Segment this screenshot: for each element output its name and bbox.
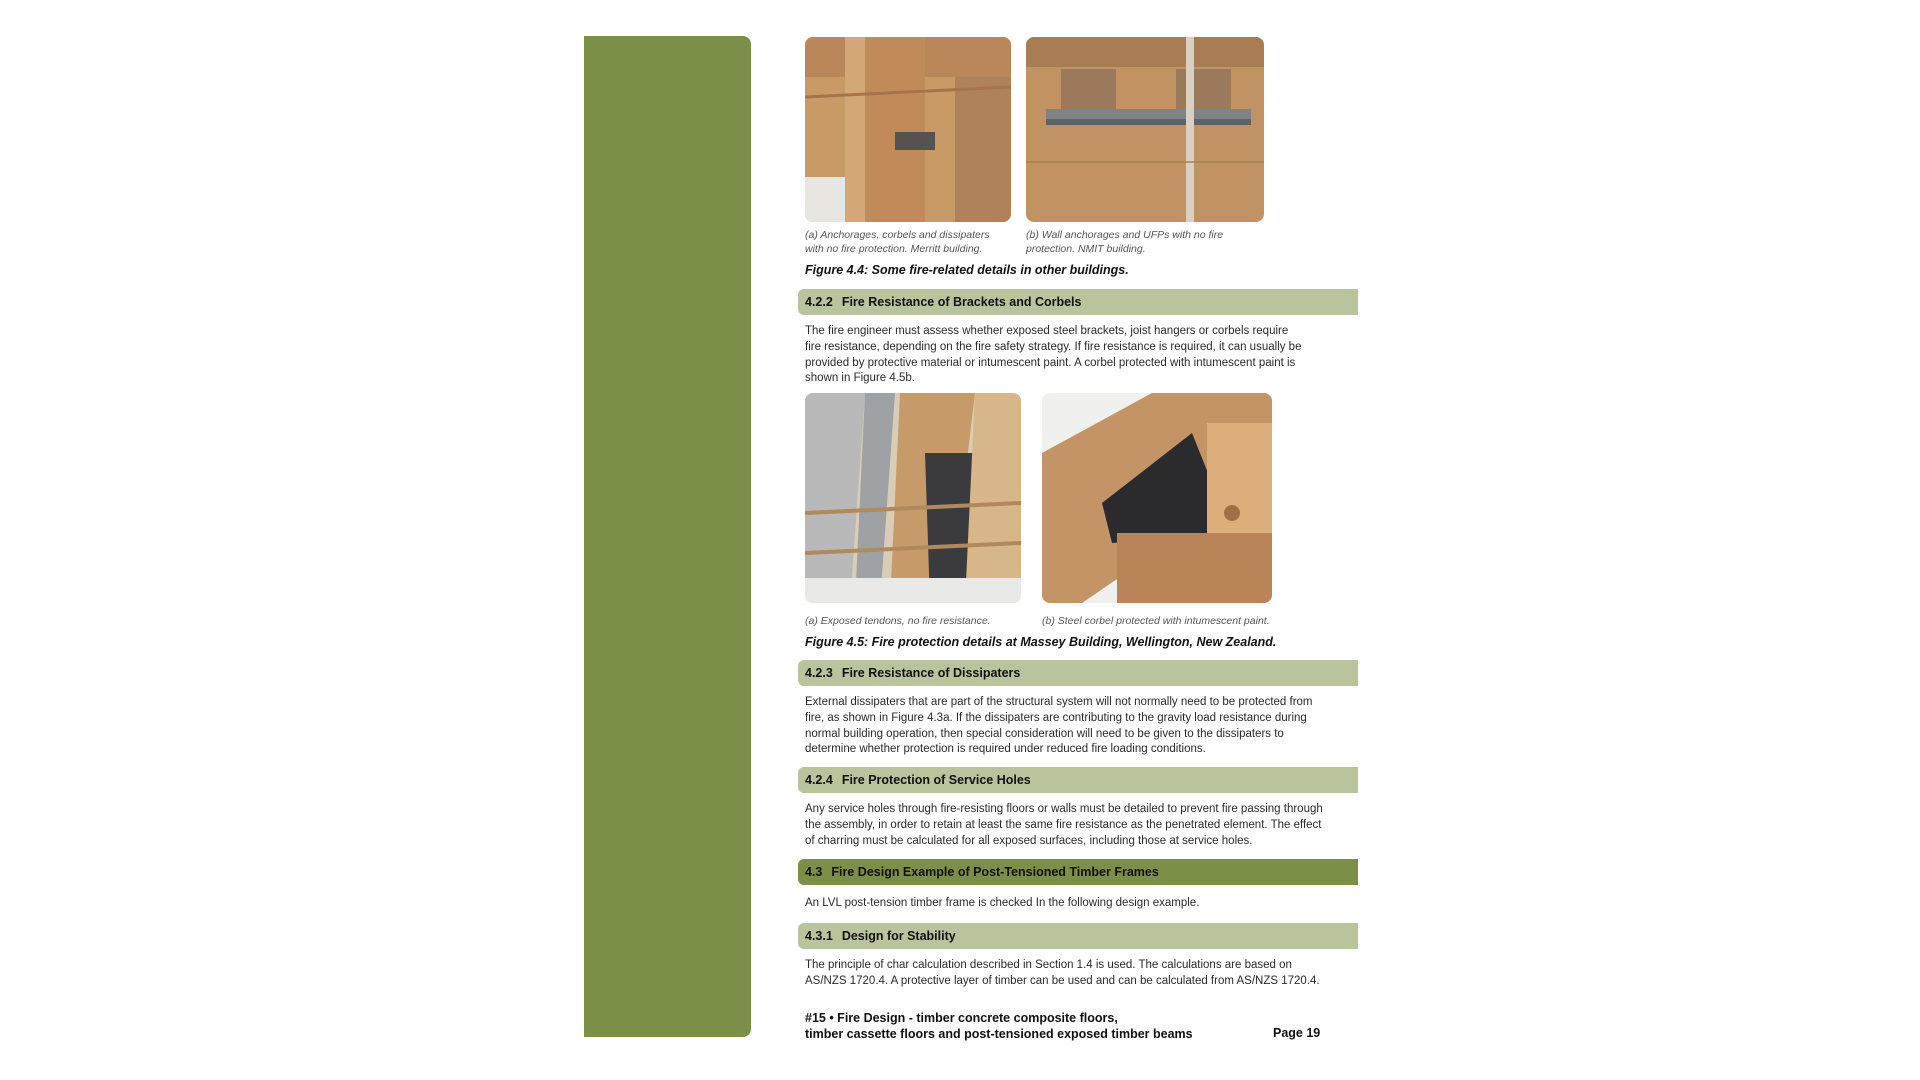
heading-4-2-2 bbox=[798, 289, 1358, 315]
text-line: provided by protective material or intumescent paint. A corbel protected with intumescent paint is bbox=[805, 356, 1296, 369]
paragraph-4-2-3 bbox=[805, 695, 1325, 758]
text-line: Any service holes through fire-resisting floors or walls must be detailed to prevent fire passing through bbox=[805, 803, 1323, 815]
section-title: Fire Resistance of Brackets and Corbels bbox=[841, 295, 1082, 309]
text-line: fire, as shown in Figure 4.3a. If the dissipaters are contributing to the gravity load resistance during bbox=[805, 711, 1307, 724]
text-line: AS/NZS 1720.4. A protective layer of timber can be used and can be calculated from AS/NZS 1720.4. bbox=[805, 974, 1320, 987]
paragraph-4-3 bbox=[805, 896, 1325, 912]
figure-4-5-title: Figure 4.5: Fire protection details at Massey Building, Wellington, New Zealand. bbox=[805, 635, 1277, 649]
section-title: Design for Stability bbox=[841, 929, 956, 943]
photo-nmit-building bbox=[1026, 37, 1264, 222]
figure-4-4b-caption bbox=[1026, 228, 1223, 256]
text-line: External dissipaters that are part of the structural system will not normally need to be protected from bbox=[805, 696, 1313, 708]
caption-line: with no fire protection. Merritt building. bbox=[805, 243, 983, 255]
page-number: Page 19 bbox=[1273, 1026, 1321, 1040]
text-line: of charring must be calculated for all exposed surfaces, including those at service holes. bbox=[805, 834, 1253, 847]
photo-merritt-building bbox=[805, 37, 1011, 222]
caption-line: (a) Anchorages, corbels and dissipaters bbox=[805, 229, 990, 241]
figure-4-4-title: Figure 4.4: Some fire-related details in other buildings. bbox=[805, 263, 1129, 277]
page-sidebar-band bbox=[584, 36, 751, 1037]
figure-4-5b-caption: (b) Steel corbel protected with intumescent paint. bbox=[1042, 615, 1270, 627]
footer-line: timber cassette floors and post-tensioned exposed timber beams bbox=[805, 1027, 1193, 1041]
text-line: shown in Figure 4.5b. bbox=[805, 372, 915, 385]
paragraph-4-3-1 bbox=[805, 958, 1325, 990]
text-line: An LVL post-tension timber frame is checked In the following design example. bbox=[805, 897, 1200, 909]
section-title: Fire Design Example of Post-Tensioned Timber Frames bbox=[831, 865, 1159, 879]
photo-exposed-tendons bbox=[805, 393, 1021, 603]
heading-4-3-1 bbox=[798, 923, 1358, 949]
section-title: Fire Protection of Service Holes bbox=[841, 773, 1031, 787]
figure-4-4a-caption bbox=[805, 228, 990, 256]
heading-4-2-3 bbox=[798, 660, 1358, 686]
paragraph-4-2-4 bbox=[805, 802, 1325, 849]
section-number: 4.2.3 bbox=[805, 666, 833, 680]
text-line: The principle of char calculation described in Section 1.4 is used. The calculations are based on bbox=[805, 959, 1292, 971]
heading-4-2-4 bbox=[798, 767, 1358, 793]
text-line: fire resistance, depending on the fire safety strategy. If fire resistance is required, it can usually be bbox=[805, 340, 1302, 353]
text-line: The fire engineer must assess whether exposed steel brackets, joist hangers or corbels require bbox=[805, 325, 1289, 337]
text-line: determine whether protection is required under reduced fire loading conditions. bbox=[805, 743, 1206, 756]
text-line: the assembly, in order to retain at least the same fire resistance as the penetrated element. The effect bbox=[805, 818, 1322, 831]
paragraph-4-2-2 bbox=[805, 324, 1325, 387]
section-title: Fire Resistance of Dissipaters bbox=[841, 666, 1021, 680]
figure-4-5a-caption: (a) Exposed tendons, no fire resistance. bbox=[805, 615, 991, 627]
section-number: 4.3.1 bbox=[805, 929, 833, 943]
text-line: normal building operation, then special consideration will need to be given to the dissipaters to bbox=[805, 727, 1284, 740]
footer-line: #15 • Fire Design - timber concrete composite floors, bbox=[805, 1011, 1118, 1025]
page-footer-title bbox=[805, 1010, 1193, 1042]
section-number: 4.2.4 bbox=[805, 773, 833, 787]
caption-line: (b) Wall anchorages and UFPs with no fire bbox=[1026, 229, 1224, 241]
heading-4-3 bbox=[798, 859, 1358, 885]
section-number: 4.3 bbox=[805, 865, 823, 879]
caption-line: protection. NMIT building. bbox=[1026, 243, 1146, 255]
photo-steel-corbel bbox=[1042, 393, 1272, 603]
section-number: 4.2.2 bbox=[805, 295, 833, 309]
